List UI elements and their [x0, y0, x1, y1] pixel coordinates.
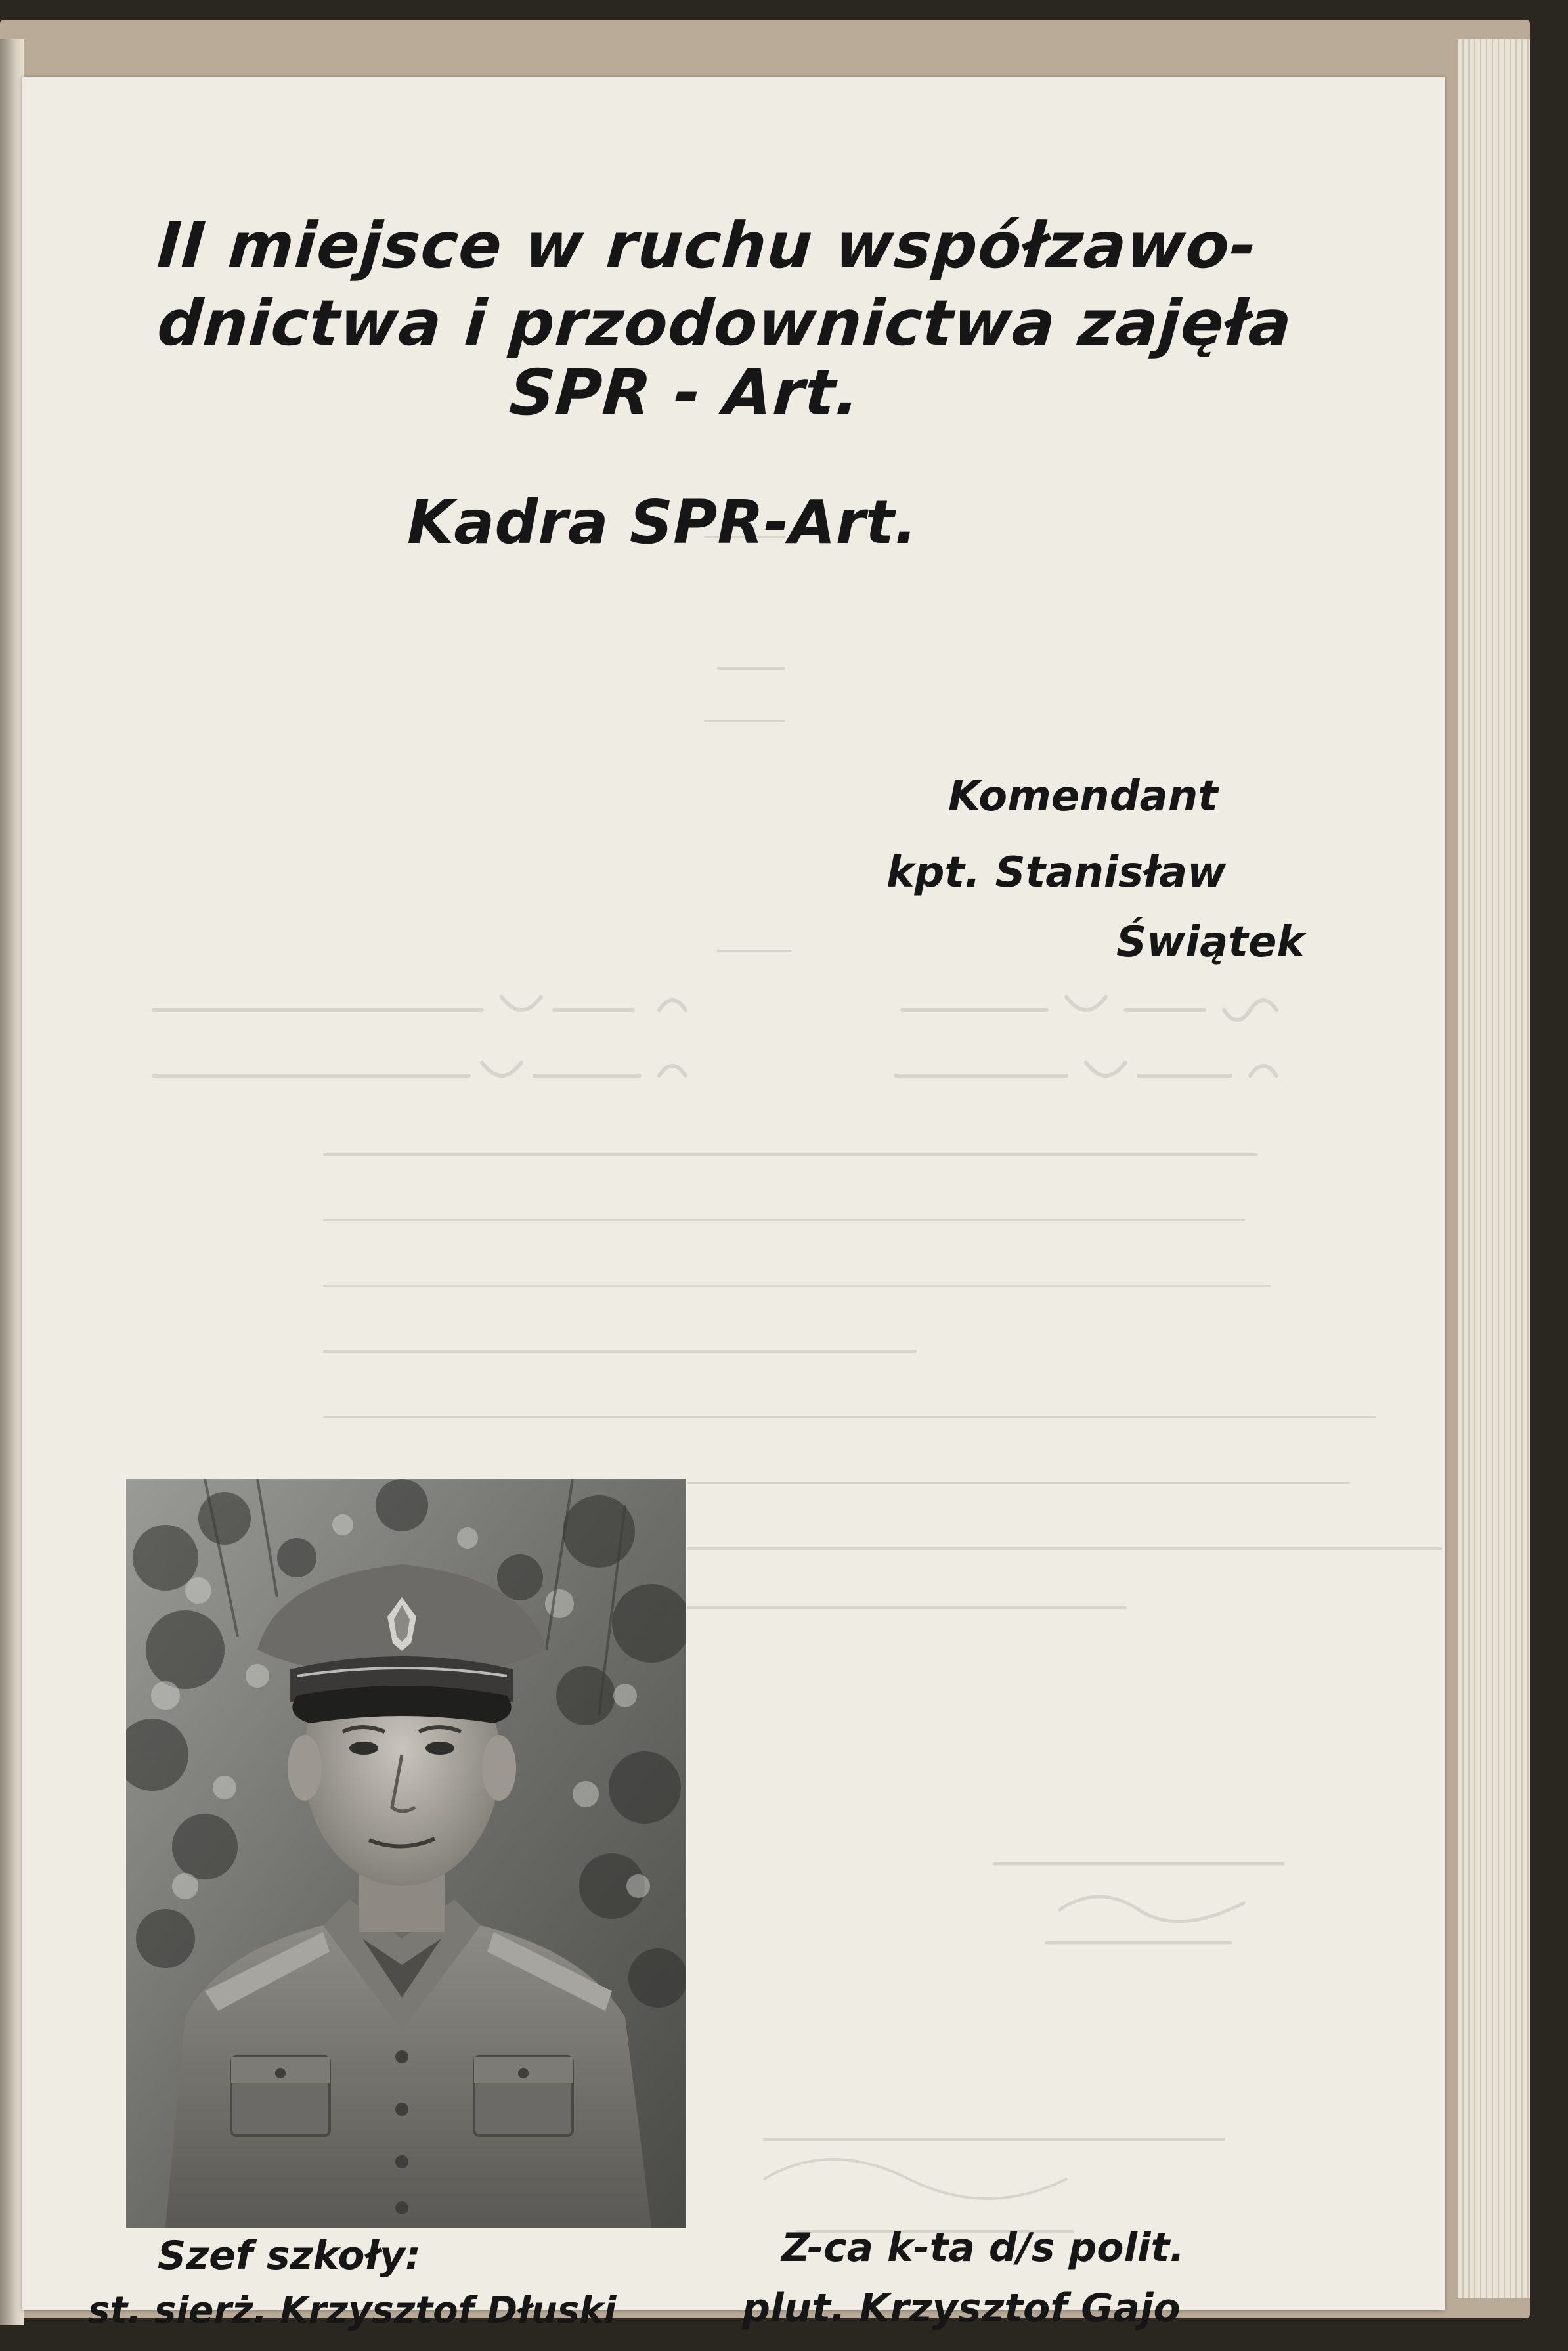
caption-left-role: Szef szkoły:: [158, 2233, 422, 2279]
portrait-photo-soldier-icon: [126, 1479, 686, 2228]
album-page: [22, 77, 1445, 2332]
portrait-photo: [125, 1478, 687, 2229]
page-stack-edge: [1458, 39, 1530, 2298]
commander-role: Komendant: [948, 772, 1218, 821]
heading-line-3: SPR - Art.: [507, 356, 863, 429]
album-spine: [0, 39, 24, 2325]
heading-line-2: dnictwa i przodownictwa zajęła: [155, 286, 1295, 360]
caption-left-name: st. sierż. Krzysztof Dłuski: [88, 2289, 617, 2332]
commander-name-line-2: Świątek: [1116, 918, 1305, 967]
heading-line-1: II miejsce w ruchu współzawo-: [155, 209, 1259, 282]
subheading: Kadra SPR-Art.: [407, 487, 917, 558]
caption-right-role: Z-ca k-ta d/s polit.: [781, 2225, 1185, 2271]
caption-right-name: plut. Krzysztof Gajo: [742, 2285, 1181, 2331]
commander-name-line-1: kpt. Stanisław: [886, 848, 1227, 897]
